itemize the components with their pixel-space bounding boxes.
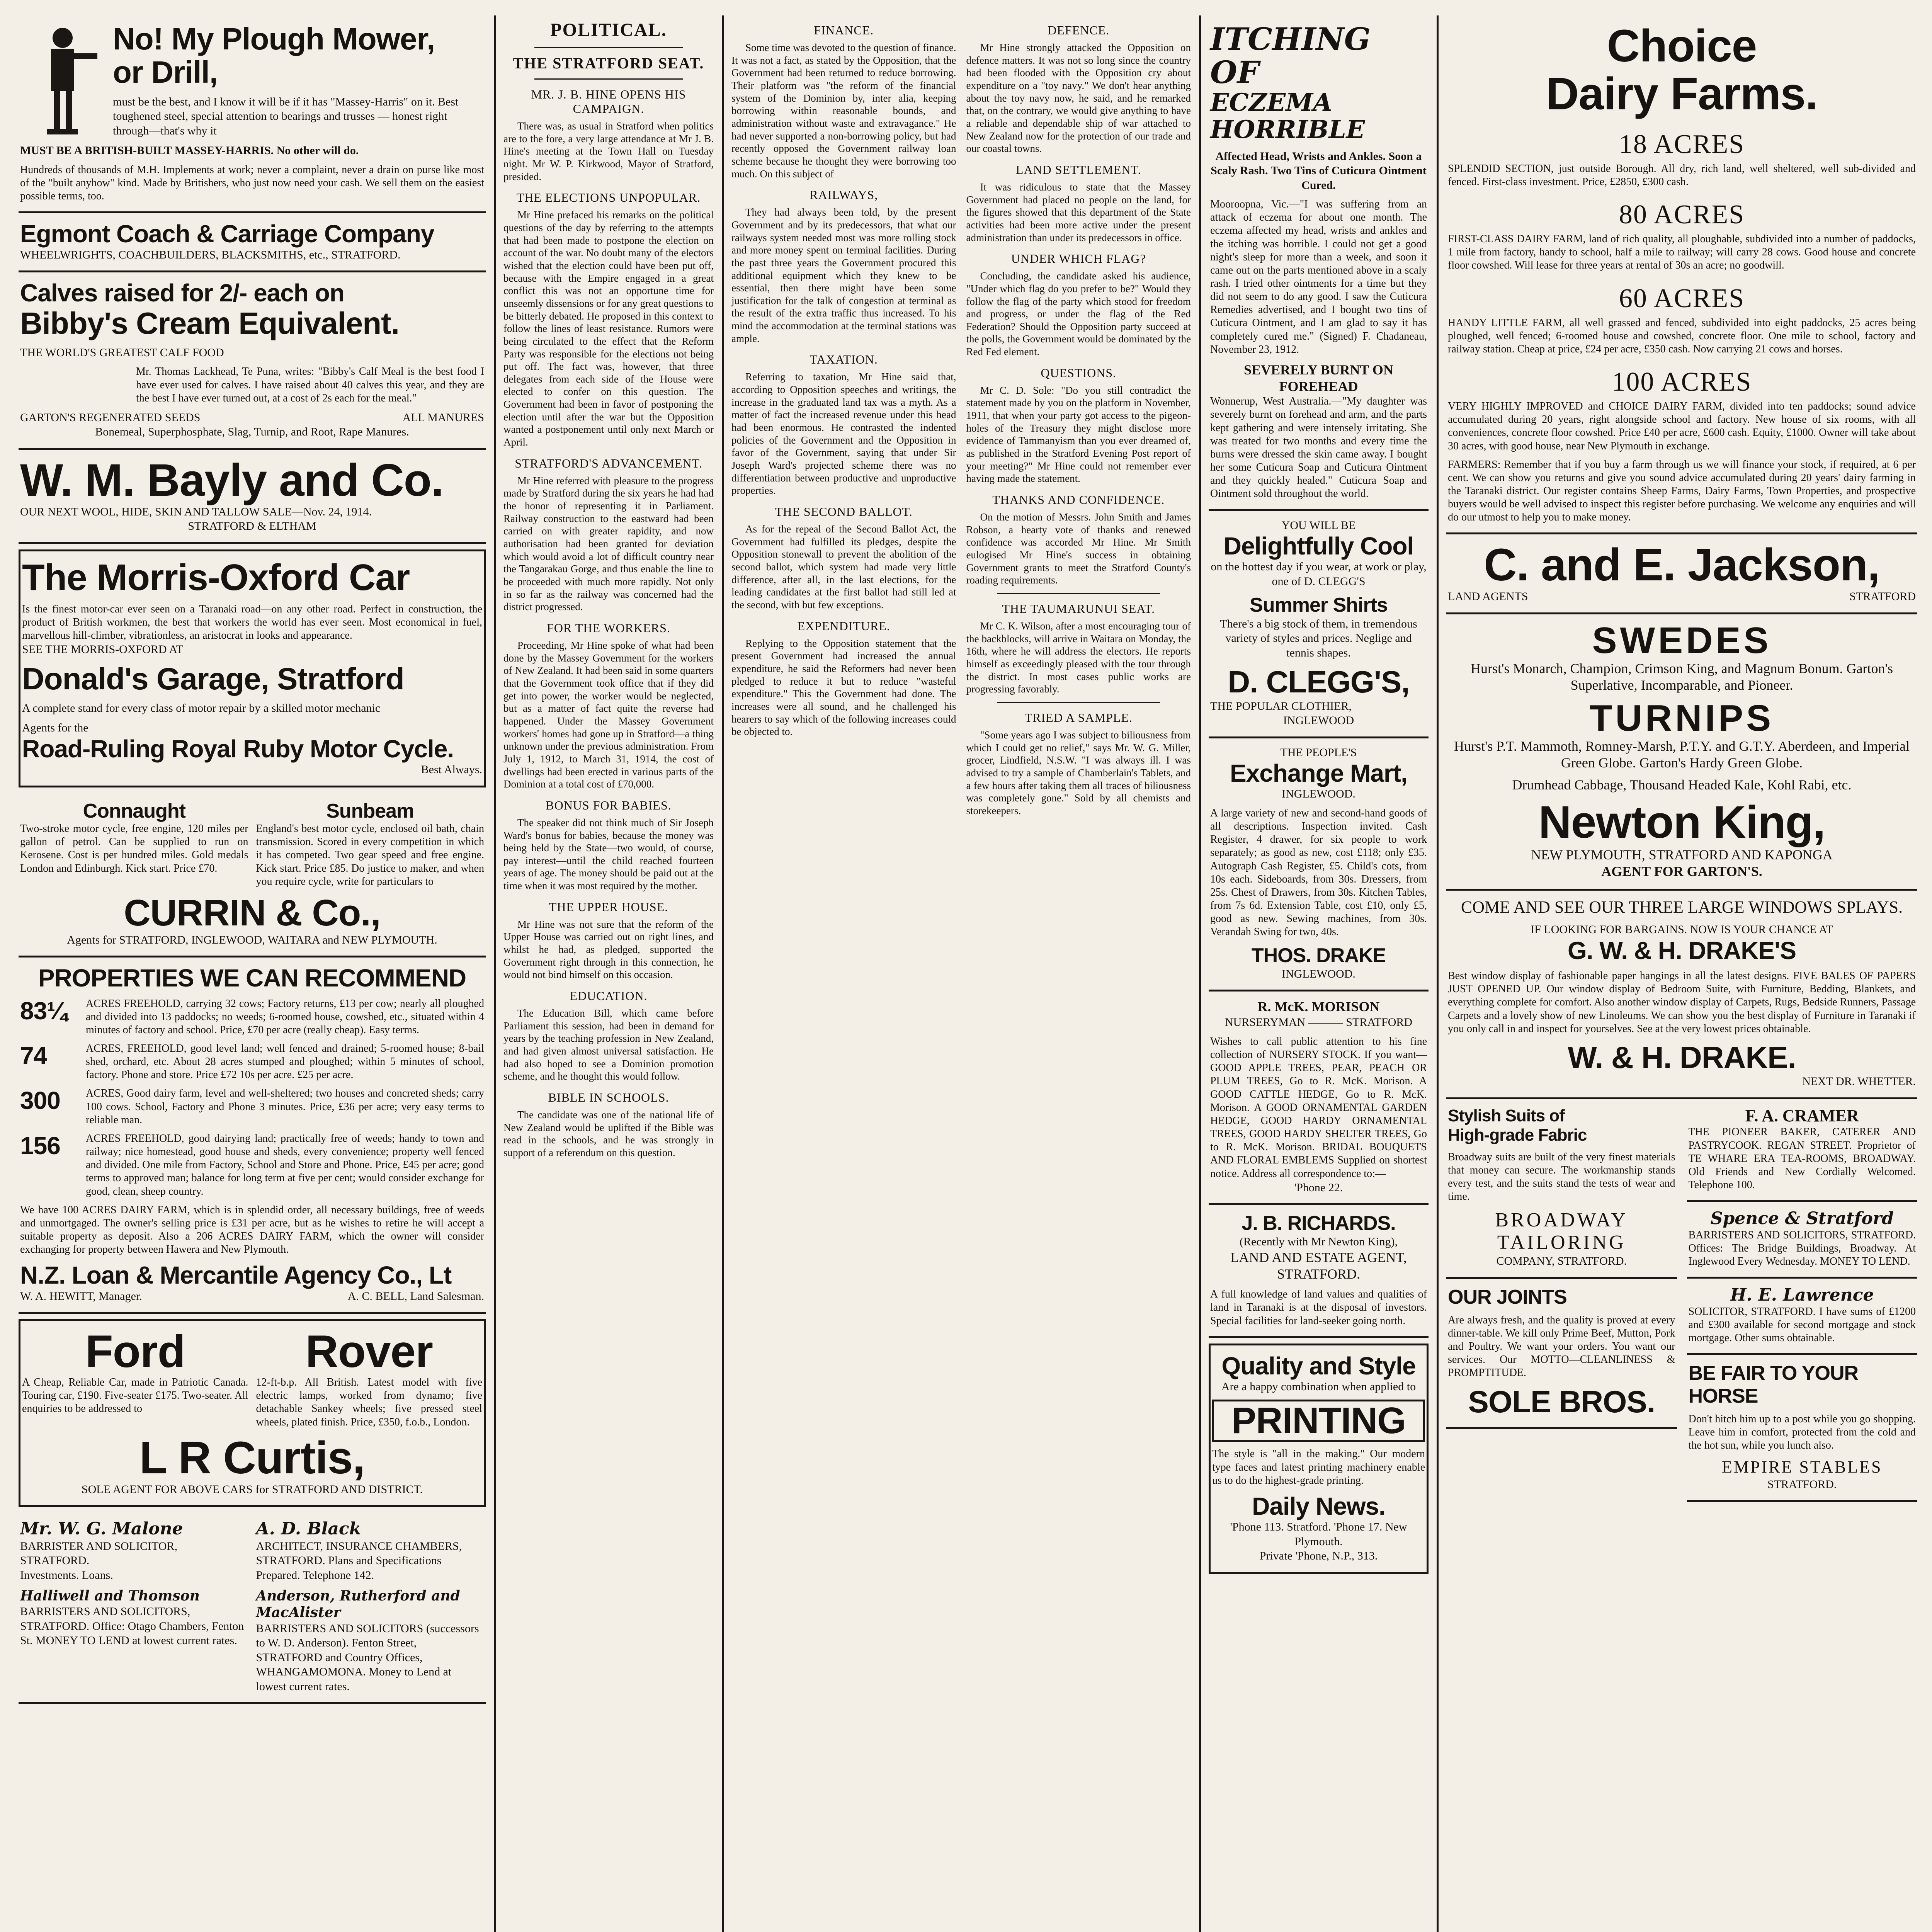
malone-foot: Investments. Loans. (20, 1568, 113, 1582)
professional-cards (19, 1512, 486, 1704)
black-sub: ARCHITECT, INSURANCE CHAMBERS, STRATFORD. Plans and Specifications Prepared. Telephone 142. (256, 1539, 462, 1582)
news-paragraph: Mr Hine prefaced his remarks on the political questions of the day by referring to the attempts that had been made to postpone the election on account of the war. No doubt many of the electors wished that the election could have been put off, because with the Empire engaged in a great conflict this was not an opportune time for unseemly dissensions or for any great questions to be bitterly debated. He proposed in this context to follow the lines of least resistance. Rumors were being circulated to the effect that the Reform Party was responsible for the elections not being put off. The fact was, however, that three delegates from each side of the House were elected to confer on this question. The Government had been in favor of postponing the election until after the war but the Opposition wanted a postponement until only next March or April. (503, 209, 714, 448)
gwh-drake: G. W. & H. DRAKE'S (1567, 936, 1796, 964)
cramer-name: F. A. CRAMER (1745, 1106, 1859, 1125)
plough-headline: No! My Plough Mower, (113, 22, 435, 56)
swedes-title: SWEDES (1592, 619, 1772, 661)
bible-heading: BIBLE IN SCHOOLS. (548, 1090, 669, 1104)
curtis-sub: SOLE AGENT FOR ABOVE CARS for STRATFORD AND DISTRICT. (81, 1483, 423, 1496)
thos-drake-place: INGLEWOOD. (1282, 967, 1355, 980)
printing-phones: 'Phone 113. Stratford. 'Phone 17. New Plymouth. (1230, 1520, 1407, 1548)
cuticura-ad (1209, 15, 1429, 511)
be-fair: BE FAIR TO YOUR HORSE (1688, 1362, 1859, 1407)
motorcycle-ad (19, 793, 486, 957)
connaught-title: Connaught (83, 799, 185, 822)
richards-ad (1209, 1205, 1429, 1338)
rover-title: Rover (305, 1326, 433, 1378)
thos-drake: THOS. DRAKE (1251, 944, 1386, 967)
calves-testimonial: Mr. Thomas Lackhead, Te Puna, writes: "Bibby's Calf Meal is the best food I have ever used for calves. I have raised about 40 calves this year, and they are the best I have ever turned out, at a cost of 2s each for the meal." (136, 366, 484, 404)
sunbeam-body: England's best motor cycle, enclosed oil bath, chain transmission. Scored in every competition in which it has competed. Two gear speed and free engine. Kick start. Price £85. Do justice to maker, and when you require cycle, write for particulars to (256, 823, 484, 888)
exchange-mart-ad (1209, 738, 1429, 992)
advert-subcolumn (1446, 1099, 1677, 1502)
hine-subheading: MR. J. B. HINE OPENS HIS CAMPAIGN. (531, 87, 686, 116)
properties-ad (19, 957, 486, 1314)
suits-title-2: High-grade Fabric (1448, 1126, 1587, 1145)
eczema-sub: Affected Head, Wrists and Ankles. Soon a Scaly Rash. Two Tins of Cuticura Ointment Cured. (1211, 150, 1427, 192)
wh-drake: W. & H. DRAKE. (1568, 1040, 1796, 1075)
spence-body: BARRISTERS AND SOLICITORS, STRATFORD. Offices: The Bridge Buildings, Broadway. At Inglewood Every Wednesday. MONEY TO LEND. (1688, 1229, 1916, 1268)
clegg-desc: There's a big stock of them, in tremendous variety of styles and prices. Neglige and tennis shapes. (1220, 617, 1417, 659)
richards-sub: (Recently with Mr Newton King), (1239, 1235, 1398, 1248)
egmont-coach-ad (19, 213, 486, 272)
clegg-ad (1209, 511, 1429, 738)
news-paragraph: Mr Hine was not sure that the reform of the Upper House was carried out on right lines, and whilst he had, as pledged, supported the Government right through in this connection, he would not bind himself on this occasion. (503, 918, 714, 981)
morris-oxford-ad (19, 549, 486, 787)
currin-name: CURRIN & Co., (124, 892, 381, 934)
sole-bros: SOLE BROS. (1468, 1384, 1655, 1419)
property-acres: 300 (20, 1087, 60, 1115)
summer-shirts: Summer Shirts (1250, 594, 1388, 617)
bargains: IF LOOKING FOR BARGAINS. NOW IS YOUR CHANCE AT (1531, 923, 1833, 936)
halliwell-sub: BARRISTERS AND SOLICITORS, STRATFORD. Office: Otago Chambers, Fenton St. MONEY TO LEND at lowest current rates. (20, 1605, 244, 1647)
lawrence-ad (1687, 1279, 1918, 1355)
black-name: A. D. Black (256, 1519, 361, 1539)
elections-unpopular-heading: THE ELECTIONS UNPOPULAR. (516, 190, 701, 205)
manager: W. A. HEWITT, Manager. (20, 1289, 142, 1303)
printing-desc: The style is "all in the making." Our modern type faces and latest printing machinery enable us to do the highest-grade printing. (1212, 1448, 1425, 1486)
sole-bros-ad (1446, 1279, 1677, 1429)
ford-rover-ad (19, 1319, 486, 1507)
massey-harris-ad (19, 15, 486, 213)
clegg-tag: THE POPULAR CLOTHIER, (1210, 699, 1352, 713)
news-paragraph: Mr Hine referred with pleasure to the progress made by Stratford during the six years he had had the honor of representing it in Parliament. Railway construction to the eastward had been carried on with greater rapidity, and now authorisation had been granted for deviation which would avoid a lot of difficult country near the Tangarakau Gorge, and thus enable the line to be proceeded with much more rapidly. Not only in so far as the railway was concerned had the district progressed. (503, 474, 714, 613)
news-paragraph: "Some years ago I was subject to biliousness from which I could get no relief," says Mr. W. G. Miller, grocer, Lindfield, N.S.W. "I was always ill. I was advised to try a sample of Chamberlain's Tablets, and a few hours after taking them all traces of biliousness was completely gone." Sold by all chemists and storekeepers. (966, 729, 1191, 816)
property-acres: 74 (20, 1042, 47, 1070)
advert-column-left (12, 15, 493, 1932)
spence-ad (1687, 1202, 1918, 1279)
richards-body: A full knowledge of land values and qualities of land in Taranaki is at the disposal of investors. Special facilities for land-seeker going north. (1210, 1288, 1427, 1327)
empire-stables: EMPIRE STABLES (1721, 1458, 1883, 1477)
advancement-heading: STRATFORD'S ADVANCEMENT. (515, 456, 702, 470)
newton-king-agent: AGENT FOR GARTON'S. (1601, 864, 1762, 879)
thanks-heading: THANKS AND CONFIDENCE. (992, 493, 1165, 507)
lawrence-body: SOLICITOR, STRATFORD. I have sums of £1200 and £300 available for second mortgage and stock mortgage. Other sums obtainable. (1688, 1305, 1916, 1344)
defence-heading: DEFENCE. (1048, 23, 1110, 37)
acres-body: FIRST-CLASS DAIRY FARM, land of rich quality, all ploughable, subdivided into a number of paddocks, 1 mile from factory, handy to school, half a mile to railway; will carry 28 cows. Good house and concrete floor cowshed. Will lease for three years at rental of 30s an acre; no goodwill. (1448, 233, 1916, 272)
exchange-body: A large variety of new and second-hand goods of all descriptions. Inspection invited. Cash Register, 4 drawer, for six people to work separately; as good as new, cost £118; only £35. Autograph Cash Register, £5. Child's cots, from 10s each. Sideboards, from 30s. Dressers, from 25s. Chest of Drawers, from 30s. Kitchen Tables, from 7s 6d. Extension Table, cost £10, only £5, good as new. Sewing machines, from 30s. Verandah Swing for two, 40s. (1210, 807, 1427, 938)
manures-list: Bonemeal, Superphosphate, Slag, Turnip, and Root, Rape Manures. (95, 425, 409, 439)
joints-body: Are always fresh, and the quality is proved at every dinner-table. We kill only Prime Beef, Mutton, Pork and Poultry. We want your orders. You want our services. Our MOTTO—CLEANLINESS & PROMPTITUDE. (1448, 1314, 1675, 1379)
stratford-seat-heading: THE STRATFORD SEAT. (513, 54, 704, 72)
property-text: We have 100 ACRES DAIRY FARM, which is in splendid order, all necessary buildings, free of weeds and unmortgaged. The owner's selling price is £31 per acre, but as he wishes to retire he will accept a suitable property as deposit. Also a 206 ACRES DAIRY FARM, which the owner will consider exchanging for property between Hawera and New Plymouth. (20, 1204, 484, 1256)
plough-footer: Hundreds of thousands of M.H. Implements at work; never a complaint, never a drain on purse like most of the "built anyhow" kind. Made by Britishers, who just now need your cash. We sell them on the easiest possible terms, too. (20, 163, 484, 202)
morison-name: R. McK. MORISON (1257, 999, 1380, 1015)
land-settlement-heading: LAND SETTLEMENT. (1015, 162, 1141, 177)
anderson-name: Anderson, Rutherford and MacAlister (256, 1588, 460, 1621)
broadway-name: BROADWAY TAILORING (1495, 1209, 1628, 1253)
plough-tag: MUST BE A BRITISH-BUILT MASSEY-HARRIS. No other will do. (20, 144, 359, 157)
printing-combo: Are a happy combination when applied to (1221, 1380, 1416, 1393)
advert-column-middle (1202, 15, 1435, 1932)
acres-heading: 100 ACRES (1612, 367, 1752, 397)
farmers-note: FARMERS: Remember that if you buy a farm through us we will finance your stock, if required, at 6 per cent. We can show you returns and give you sound advice accumulated during 20 years' dairy farming in the Taranaki district. Our register contains Sheep Farms, Dairy Farms, Town Properties, and prospective buyers would be well advised to inspect this register before purchasing. We welcome any enquiries and will do our utmost to help you to make money. (1448, 458, 1916, 524)
political-heading: POLITICAL. (550, 20, 667, 40)
property-item (20, 1087, 484, 1126)
loan-mercantile-name: N.Z. Loan & Mercantile Agency Co., Lt (20, 1261, 452, 1289)
quality-style: Quality and Style (1221, 1352, 1416, 1380)
bayly-ad (19, 450, 486, 544)
news-column-political (497, 15, 721, 1932)
upper-house-heading: THE UPPER HOUSE. (549, 900, 668, 914)
morison-role: NURSERYMAN ——— STRATFORD (1225, 1016, 1413, 1029)
news-paragraph: They had always been told, by the present Government and by its predecessors, that what our railways system needed most was more rolling stock and more money spent on terminal facilities. During the past three years the Government procured this additional equipment which they knew to be essential, then there might have been some justification for the talk of congestion at terminal as the result of the extra traffic thus increased. To his mind the accommodation at the terminal stations was ample. (731, 206, 956, 344)
ford-title: Ford (85, 1326, 185, 1378)
news-paragraph: Some time was devoted to the question of finance. It was not a fact, as stated by the Opposition, that the Government had been returned to reduce borrowing. Their platform was "the reform of the financial system of the Dominion by, inter alia, keeping borrowing within reasonable bounds, and administration without waste and extravagance." He had never supported a non-borrowing policy, but had recently opposed the Government railway loan scheme because he thought they were borrowing too much. On this subject of (731, 42, 956, 180)
taumarunui-heading: THE TAUMARUNUI SEAT. (1002, 601, 1155, 616)
will-be: YOU WILL BE (1281, 519, 1356, 532)
drake-ad (1446, 891, 1917, 1099)
sunbeam-title: Sunbeam (326, 799, 414, 822)
news-paragraph: Referring to taxation, Mr Hine said that, according to Opposition speeches and writings, the increase in the graduated land tax was a myth. As a matter of fact the increased revenue under this head had been enormous. He contrasted the indented policies of the Government and the Opposition in favor of the Government, saying that under Sir Joseph Ward's projected scheme there was no differentiation between productive and unproductive properties. (731, 371, 956, 497)
broadway-sub: COMPANY, STRATFORD. (1496, 1255, 1627, 1268)
newton-king-sub: NEW PLYMOUTH, STRATFORD AND KAPONGA (1531, 847, 1833, 863)
spence-name: Spence & Stratford (1710, 1209, 1894, 1229)
malone-sub: BARRISTER AND SOLICITOR, STRATFORD. (20, 1539, 177, 1567)
plough-body: must be the best, and I know it will be if it has "Massey-Harris" on it. Best toughened steel, special attention to bearings and trusses — honest right through—that's why it (113, 95, 459, 137)
turnips-title: TURNIPS (1589, 697, 1774, 739)
tried-sample-heading: TRIED A SAMPLE. (1024, 710, 1133, 724)
donalds-garage: Donald's Garage, Stratford (22, 661, 404, 696)
connaught-body: Two-stroke motor cycle, free engine, 120 miles per gallon of petrol. Can be supplied to run on Kerosene. Cost is per hundred miles. Gold medals London and Edinburgh. Kick start. Price £70. (20, 823, 248, 874)
lawrence-name: H. E. Lawrence (1730, 1285, 1874, 1305)
acres-body: VERY HIGHLY IMPROVED and CHOICE DAIRY FARM, divided into ten paddocks; sound advice accumulated during 20 years, right alongside school and factory. New house of six rooms, with all conveniences, concrete floor cowshed. Price £40 per acre, £600 cash. Equity, £1000. Owner will take about 30 acres, with good house, near New Plymouth in exchange. (1448, 400, 1916, 452)
broadway-ad (1446, 1099, 1677, 1279)
news-paragraph: Mr C. K. Wilson, after a most encouraging tour of the backblocks, will arrive in Waitara on Monday, the 16th, where he will address the electors. He reports himself as exceedingly pleased with the tour through the district. In most cases public works are progressing favorably. (966, 620, 1191, 695)
peoples: THE PEOPLE'S (1280, 746, 1357, 759)
news-paragraph: The speaker did not think much of Sir Joseph Ward's bonus for babies, because the money was being held by the State—two would, of course, pay interest—until the child reached fourteen years of age. The money should be paid out at the time when it was most required by the mother. (503, 816, 714, 892)
dairy-farms-ad (1446, 15, 1917, 534)
suits-body: Broadway suits are built of the very finest materials that money can secure. The workmanship stands every test, and the suits stand the tests of wear and time. (1448, 1151, 1675, 1203)
delightfully-cool: Delightfully Cool (1223, 532, 1414, 560)
acres-body: HANDY LITTLE FARM, all well grassed and fenced, subdivided into eight paddocks, 25 acres being ploughed, well fenced; 6-roomed house and cowshed, concrete floor. One mile to school, factory and railway station. Cheap at price, £24 per acre, £350 cash. Now carrying 21 cows and horses. (1448, 316, 1916, 355)
bayly-place: STRATFORD & ELTHAM (188, 520, 316, 533)
cabbage-line: Drumhead Cabbage, Thousand Headed Kale, Kohl Rabi, etc. (1512, 777, 1852, 793)
news-paragraph: The Education Bill, which came before Parliament this session, had been in demand for years by the teaching profession in New Zealand, and had given almost universal satisfaction. He had also hoped to see a Dominion promotion scheme, and he thought this would follow. (503, 1007, 714, 1082)
rover-body: 12-ft-b.p. All British. Latest model with five electric lamps, worked from dynamo; five detachable Sankey wheels; five pressed steel wheels, plated finish. Price, £350, f.o.b., London. (256, 1376, 482, 1428)
which-flag-heading: UNDER WHICH FLAG? (1011, 252, 1146, 266)
drake-body: Best window display of fashionable paper hangings in all the latest designs. FIVE BALES OF PAPERS JUST OPENED UP. Our window display of Bedroom Suite, with Furniture, Bedding, Blankets, and everything complete for comfort. Also another window display of Carpets, Rugs, Bedside Runners, Passage Carpets and a lovely show of new Linoleums. We can show you the best display of Furniture in Taranaki if you only call in and inspect for yourselves. See at the very lowest prices obtainable. (1448, 970, 1916, 1035)
news-paragraph: On the motion of Messrs. John Smith and James Robson, a hearty vote of thanks and renewed confidence was accorded Mr Hine. Mr Smith eulogised Mr Hine's success in obtaining Government grants to meet the Stratford County's roading requirements. (966, 511, 1191, 586)
ruby-motor-cycle: Road-Ruling Royal Ruby Motor Cycle. (22, 735, 454, 763)
property-item (20, 1132, 484, 1198)
morris-agents: Agents for the (22, 721, 88, 735)
itching-title: ITCHING OF (1210, 21, 1371, 91)
calves-headline-2: Bibby's Cream Equivalent. (20, 306, 399, 340)
choice-title: Choice (1607, 20, 1757, 71)
clegg-body: on the hottest day if you wear, at work or play, one of D. CLEGG'S (1211, 560, 1427, 588)
clegg-place: INGLEWOOD (1283, 714, 1354, 727)
news-paragraph: Proceeding, Mr Hine spoke of what had been done by the Massey Government for the workers of New Zealand. It had been said in some quarters that the Government took office that if they did get into power, the worker would be neglected, but as a matter of fact quite the reverse had happened. Under the Massey Government workers' homes had gone up in Stratford—a thing unknown under the previous administration. From July 1, 1912, to March 31, 1914, the cost of dwellings had been erected in various parts of the Dominion at a total cost of £70,000. (503, 639, 714, 790)
expenditure-heading: EXPENDITURE. (797, 619, 890, 633)
acres-body: SPLENDID SECTION, just outside Borough. All dry, rich land, well sheltered, well sub-divided and fenced. First-class investment. Price, £2850, £300 cash. (1448, 162, 1916, 188)
suits-title: Stylish Suits of (1448, 1106, 1565, 1125)
calves-tag: THE WORLD'S GREATEST CALF FOOD (20, 346, 224, 359)
malone-name: Mr. W. G. Malone (20, 1519, 183, 1539)
drake-address: NEXT DR. WHETTER. (1802, 1075, 1916, 1088)
property-text: ACRES, Good dairy farm, level and well-sheltered; two houses and concreted sheds; carry 100 cows. School, Factory and Phone 3 minutes. Price, £36 per acre; very easy terms to reliable man. (86, 1087, 484, 1126)
printing-ad (1209, 1344, 1429, 1574)
property-text: ACRES FREEHOLD, carrying 32 cows; Factory returns, £13 per cow; nearly all ploughed and divided into 13 paddocks; no weeds; 6-roomed house, cowshed, etc., situated within 4 minutes of factory and school. Price, £70 per acre (really cheap). Easy terms. (86, 997, 484, 1036)
dairy-farms-title: Dairy Farms. (1546, 68, 1818, 119)
farmer-figure-icon (20, 22, 105, 138)
fair-body: Don't hitch him up to a post while you go shopping. Leave him in comfort, protected from the cold and the hot sun, while you lunch also. (1688, 1413, 1916, 1452)
land-agents: LAND AGENTS (1448, 590, 1528, 603)
education-heading: EDUCATION. (570, 989, 648, 1003)
cramer-ad (1687, 1099, 1918, 1202)
all-manures: ALL MANURES (402, 411, 484, 424)
eczema-body: Mooroopna, Vic.—"I was suffering from an attack of eczema for about one month. The eczema affected my head, wrists and ankles and the itching was horrible. I could not get a good night's sleep for more than a week, and soon it came out on the parts mentioned above in a scaly rash. I tried other ointments for a time but they did not seem to do any good. I saw the Cuticura Remedies advertised, and I bought two tins of Cuticura Ointment, and I am glad to say it has completely cured me." (Signed) F. Chadaneau, November 23, 1912. (1210, 198, 1427, 355)
calves-headline: Calves raised for 2/- each on (20, 279, 344, 307)
jackson-place: STRATFORD (1849, 590, 1916, 603)
forehead-body: Wonnerup, West Australia.—"My daughter was severely burnt on forehead and arm, and the parts kept gathering and were intensely irritating. She was treated for two months and every time the burns were dressed the skin came away. I bought her some Cuticura Soap and Cuticura Ointment and they quickly healed." Cuticura Soap and Ointment sold throughout the world. (1210, 395, 1427, 500)
column-rule (1199, 15, 1201, 1932)
plough-headline-2: or Drill, (113, 55, 218, 90)
bonus-heading: BONUS FOR BABIES. (546, 798, 672, 812)
currin-sub: Agents for STRATFORD, INGLEWOOD, WAITARA and NEW PLYMOUTH. (67, 933, 437, 946)
windows-heading: COME AND SEE OUR THREE LARGE WINDOWS SPLAYS. (1461, 897, 1903, 917)
morris-see: SEE THE MORRIS-OXFORD AT (22, 643, 183, 656)
empire-place: STRATFORD. (1767, 1478, 1837, 1491)
column-rule (722, 15, 724, 1932)
richards-role: LAND AND ESTATE AGENT, STRATFORD. (1230, 1249, 1407, 1282)
eczema-title: ECZEMA HORRIBLE (1210, 88, 1365, 145)
morris-sig: Best Always. (421, 763, 482, 776)
cramer-body: THE PIONEER BAKER, CATERER AND PASTRYCOOK. REGAN STREET. Proprietor of TE WHARE ERA TEA-ROOMS, BROADWAY. Old Friends and New Cordially Welcomed. Telephone 100. (1688, 1126, 1916, 1191)
finance-heading: FINANCE. (814, 23, 874, 37)
clegg-name: D. CLEGG'S, (1228, 665, 1410, 699)
jackson-name: C. and E. Jackson, (1484, 539, 1880, 591)
acres-heading: 60 ACRES (1619, 283, 1745, 313)
garton-seeds: GARTON'S REGENERATED SEEDS (20, 411, 201, 424)
railways-heading: RAILWAYS, (810, 188, 878, 202)
our-joints: OUR JOINTS (1448, 1286, 1567, 1308)
forehead-heading: SEVERELY BURNT ON FOREHEAD (1244, 362, 1393, 395)
property-text: ACRES, FREEHOLD, good level land; well fenced and drained; 5-roomed house; 8-bail shed, orchard, etc. About 28 acres stumped and ploughed; within 5 minutes of school, factory. Phone and store. Price £72 10s per acre. £25 per acre. (86, 1043, 484, 1081)
taxation-heading: TAXATION. (810, 352, 878, 367)
morison-phone: 'Phone 22. (1294, 1181, 1343, 1194)
acres-heading: 80 ACRES (1619, 200, 1745, 230)
property-item (20, 997, 484, 1037)
news-column-centre (724, 15, 1198, 1932)
news-subcolumn (966, 15, 1191, 820)
bibby-calf-ad (19, 272, 486, 450)
exchange-place: INGLEWOOD. (1282, 787, 1355, 801)
swedes-body: Hurst's Monarch, Champion, Crimson King, and Magnum Bonum. Garton's Superlative, Incomparable, and Pioneer. (1471, 660, 1893, 693)
halliwell-name: Halliwell and Thomson (20, 1588, 200, 1604)
advert-subcolumn (1687, 1099, 1918, 1502)
properties-title: PROPERTIES WE CAN RECOMMEND (38, 964, 466, 992)
property-acres: 156 (20, 1131, 60, 1160)
workers-heading: FOR THE WORKERS. (547, 621, 670, 635)
acres-heading: 18 ACRES (1619, 129, 1745, 159)
richards-name: J. B. RICHARDS. (1242, 1212, 1396, 1235)
property-acres: 83¼ (20, 997, 67, 1025)
property-item (20, 1042, 484, 1082)
morris-body: Is the finest motor-car ever seen on a Taranaki road—on any other road. Perfect in construction, the product of British workmen, the best that workers the world has ever seen. Most economical in fuel, marvellous hill-climber, vibrationless, an aristocrat in looks and appearance. (22, 603, 482, 641)
morris-name: The Morris-Oxford Car (22, 556, 410, 598)
jackson-ad (1446, 534, 1917, 614)
curtis-name: L R Curtis, (139, 1432, 365, 1483)
printing-private: Private 'Phone, N.P., 313. (1259, 1549, 1378, 1563)
ford-body: A Cheap, Reliable Car, made in Patriotic Canada. Touring car, £190. Five-seater £175. Two-seater. All enquiries to be addressed to (22, 1376, 248, 1415)
news-paragraph: As for the repeal of the Second Ballot Act, the Government had fulfilled its pledges, despite the Opposition stonewall to prevent the abolition of the second ballot, which system had made very little difference, after all, in the last elections, for the leading candidates at the first ballot had still led at the second, with but few exceptions. (731, 523, 956, 611)
egmont-sub: WHEELWRIGHTS, COACHBUILDERS, BLACKSMITHS, etc., STRATFORD. (20, 248, 401, 261)
turnips-body: Hurst's P.T. Mammoth, Romney-Marsh, P.T.Y. and G.T.Y. Aberdeen, and Imperial Green Globe. Garton's Hardy Green Globe. (1454, 738, 1910, 770)
news-paragraph: Replying to the Opposition statement that the present Government had increased the annual expenditure, he said the Reformers had never been pledged to reduce it but to reduce "wasteful expenditure." This the Government had done. The increases were all sound, and he challenged his hearers to say which of the following increases could be objected to. (731, 637, 956, 738)
column-rule (494, 15, 496, 1932)
anderson-sub: BARRISTERS AND SOLICITORS (successors to W. D. Anderson). Fenton Street, STRATFORD and Country Offices, WHANGAMOMONA. Money to Lend at lowest current rates. (256, 1622, 479, 1693)
exchange-name: Exchange Mart, (1230, 759, 1408, 787)
empire-stables-ad (1687, 1355, 1918, 1502)
advert-column-right (1439, 15, 1924, 1932)
printing-word: PRINTING (1212, 1400, 1425, 1442)
egmont-name: Egmont Coach & Carriage Company (20, 220, 434, 248)
newton-king: Newton King, (1538, 797, 1825, 848)
bayly-sale: OUR NEXT WOOL, HIDE, SKIN AND TALLOW SALE—Nov. 24, 1914. (20, 505, 372, 518)
news-paragraph: Concluding, the candidate asked his audience, "Under which flag do you prefer to be?" Would they follow the flag of the party which stood for freedom and progress, or under the flag of the Red Federation? Should the Opposition party succeed at the polls, the Government would be dominated by the Red Fed element. (966, 270, 1191, 358)
seeds-ad (1446, 614, 1917, 891)
daily-news: Daily News. (1252, 1492, 1385, 1520)
morison-ad (1209, 992, 1429, 1205)
news-paragraph: It was ridiculous to state that the Massey Government had placed no people on the land, for the figures showed that this department of the State activities had been more active under the present administration than under its predecessors in office. (966, 181, 1191, 243)
news-paragraph: There was, as usual in Stratford when politics are to the fore, a very large attendance at Mr J. B. Hine's meeting at the Town Hall on Tuesday night. Mr W. P. Kirkwood, Mayor of Stratford, presided. (503, 120, 714, 182)
second-ballot-heading: THE SECOND BALLOT. (775, 505, 913, 519)
morison-body: Wishes to call public attention to his fine collection of NURSERY STOCK. If you want— GOOD APPLE TREES, PEAR, PEACH OR PLUM TREES, Go to R. McK. Morison. A GOOD CATTLE HEDGE, Go to R. McK. Morison. A GOOD ORNAMENTAL GARDEN HEDGE, GOOD HARDY ORNAMENTAL TREES, GOOD HARDY SHELTER TREES, Go to R. McK. Morison. BRIDAL BOUQUETS AND FLORAL EMBLEMS Supplied on shortest notice. Address all correspondence to:— (1210, 1035, 1427, 1180)
news-paragraph: The candidate was one of the national life of New Zealand would be uplifted if the Bible was read in the schools, and he was strongly in support of a referendum on this question. (503, 1109, 714, 1158)
news-paragraph: Mr Hine strongly attacked the Opposition on defence matters. It was not so long since the country had been flooded with the Opposition cry about expenditure on a "toy navy." We don't hear anything about the toy navy now, he said, and he remarked that, on the contrary, we would give anything to have a reliable and dependable ship of war attached to New Zealand now for the protection of our trade and our coastal towns. (966, 42, 1191, 155)
morris-service: A complete stand for every class of motor repair by a skilled motor mechanic (22, 701, 381, 714)
news-paragraph: Mr C. D. Sole: "Do you still contradict the statement made by you on the platform in November, 1911, that when your party got access to the pigeon-holes of the Treasury they might disclose more evidence of Tammanyism than you ever dreamed of, as published in the Stratford Evening Post report of your meeting?" Mr Hine could not remember ever having made the statement. (966, 384, 1191, 485)
column-rule (1437, 15, 1439, 1932)
bayly-name: W. M. Bayly and Co. (20, 454, 444, 506)
salesman: A. C. BELL, Land Salesman. (347, 1289, 484, 1303)
property-text: ACRES FREEHOLD, good dairying land; practically free of weeds; handy to town and railway; nice homestead, good house and sheds, every convenience; property well fenced and divided. One mile from Factory, School and Store and Phone. Price, £45 per acre; good terms to approved man; balance for long term at five per cent; would consider exchange for good, clean, sheep country. (86, 1132, 484, 1197)
questions-heading: QUESTIONS. (1041, 366, 1117, 380)
news-subcolumn (731, 15, 956, 820)
